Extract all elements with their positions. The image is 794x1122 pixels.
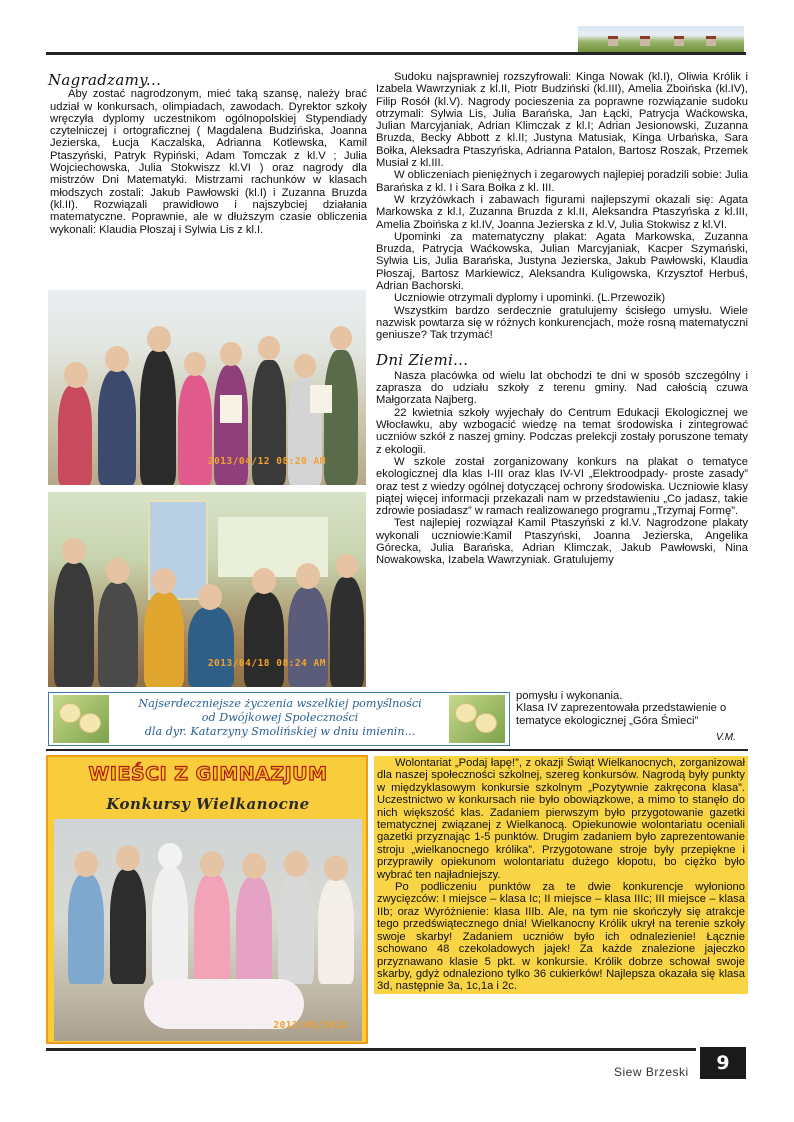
student-head [62, 538, 86, 564]
student-head [284, 851, 308, 877]
article-continuation [516, 690, 748, 727]
article-paragraph: Sudoku najsprawniej rozszyfrowali: Kinga Nowak (kl.I), Oliwia Królik i Izabela Wawrzyniak z kl.II, Piotr Budziński (kl.III), Amelia Zboińska (kl.IV), Filip Rosół (kl.V). Nagrody pocieszenia za poprawne rozwiązanie sudoku otrzymali: Sylwia Lis, Julia Barańska, Jan Łącki, Patrycja Waćkowska, Julian Marcyjaniak, Adrian Klimczak z kl.I; Adrian Jesionowski, Zuzanna Bruzda, Becky Abbott z kl.II; Justyna Matusiak, Kinga Urbańska, Sara Bołka, Aleksadra Ptaszyńska, Adrianna Patalon, Bartosz Roszak, Przemek Musiał z kl.III. [376, 71, 748, 170]
photo-date-stamp: 2013/03/2013 [273, 1020, 348, 1031]
right-article [376, 71, 748, 567]
section-rule [46, 749, 748, 751]
student-figure [68, 874, 104, 984]
student-head [258, 336, 280, 360]
article-line: pomysłu i wykonania. [516, 690, 623, 702]
student-head [252, 568, 276, 594]
rose-flowers-icon [53, 695, 109, 743]
gimnazjum-news-box [46, 755, 368, 1044]
house-shape [706, 39, 716, 46]
gimnazjum-article [374, 756, 748, 994]
rose-petal [475, 713, 497, 733]
student-figure [58, 385, 92, 485]
student-head [296, 563, 320, 589]
student-figure [140, 350, 176, 485]
article-heading: Dni Ziemi... [376, 350, 469, 369]
village-panorama-photo [578, 26, 744, 52]
footer-rule [46, 1048, 696, 1051]
article-paragraph: Nasza placówka od wielu lat obchodzi te dni w sposób szczególny i zaprasza do udziału szkoły z terenu gminy. Nad całością czuwa Małgorzata Najberg. [376, 369, 748, 407]
wishes-line: dla dyr. Katarzyny Smolińskiej w dniu imienin... [144, 725, 416, 738]
article-paragraph: W szkole został zorganizowany konkurs na plakat o tematyce ekologicznej dla klas I-III oraz klas IV-VI „Elektroodpady- proste zasady” oraz test z wiedzy ogólnej dotyczącej ochrony środowiska. Uczniowie klasy piątej więcej informacji przekazali nam w przedstawieniu „Co jadasz, takie zdrowie posiadasz” w ramach realizowanego programu „Trzymaj Formę”. [376, 455, 748, 518]
rose-petal [455, 703, 477, 723]
students-with-diplomas-photo [48, 290, 366, 485]
student-head [294, 354, 316, 378]
student-figure [330, 577, 364, 687]
header-rule [46, 52, 746, 55]
student-head [242, 853, 266, 879]
rose-flowers-icon [449, 695, 505, 743]
student-figure [178, 375, 212, 485]
article-paragraph: 22 kwietnia szkoły wyjechały do Centrum Edukacji Ekologicznej we Włocławku, aby wzbogacić wiedzę na temat środowiska i zintegrować uczniów szkół z naszej gminy. Podczas prelekcji zostały poruszone tematy z ekologii. [376, 406, 748, 456]
student-head [64, 362, 88, 388]
section-subtitle: Konkursy Wielkanocne [106, 795, 310, 813]
page-number: 9 [700, 1047, 746, 1079]
student-figure [152, 867, 188, 985]
student-figure [288, 587, 328, 687]
article-paragraph: Test najlepiej rozwiązał Kamil Ptaszyński z kl.V. Nagrodzone plakaty wykonali uczniowie:Kamil Ptaszyński, Joanna Jezierska, Angelika Górecka, Julia Barańska, Adrian Klimczak, Jakub Pawłowski, Nina Nowakowska, Izabela Wawrzyniak. Gratulujemy [376, 517, 748, 567]
house-shape [608, 39, 618, 46]
student-figure [144, 592, 184, 687]
student-figure [244, 592, 284, 687]
house-shape [640, 39, 650, 46]
section-title: WIEŚCI Z GIMNAZJUM [88, 763, 328, 785]
student-figure [98, 370, 136, 485]
student-head [200, 851, 224, 877]
student-head [74, 851, 98, 877]
rose-petal [79, 713, 101, 733]
article-line: Klasa IV zaprezentowała przedstawienie o tematyce ekologicznej „Góra Śmieci” [516, 702, 727, 727]
article-heading: Nagradzamy... [48, 71, 162, 89]
student-figure [278, 874, 314, 984]
student-head [158, 843, 182, 869]
student-head [105, 346, 129, 372]
wishes-line: Najserdeczniejsze życzenia wszelkiej pomyślności [138, 697, 422, 710]
student-figure [188, 607, 234, 687]
student-figure [98, 582, 138, 687]
student-figure [110, 869, 146, 984]
student-figure [194, 874, 230, 984]
student-head [152, 568, 176, 594]
diploma-shape [220, 395, 242, 423]
name-day-wishes-box [48, 692, 510, 746]
publication-name: Siew Brzeski [614, 1065, 689, 1079]
diploma-shape [310, 385, 332, 413]
article-paragraph: Aby zostać nagrodzonym, mieć taką szansę, należy brać udział w konkursach, olimpiadach, zawodach. Dyrektor szkoły wręczyła dyplomy uczestnikom ogólnopolskiej Stypendiady czytelniczej i ortograficznej ( Magdalena Budzińska, Joanna Jezierska, Łucja Kaczalska, Adrianna Kotlewska, Kamil Ptaszyński, Patryk Rypiński, Adam Tomczak z kl.V ; Julia Wojciechowska, Julia Stokwiszz kl.VI ) oraz nagrody dla mistrzów Dni Matematyki. Mistrzami rachunków w klasach młodszych zostali: Jakub Pawłowski (kl.I) i Zuzanna Bruzda (kl.II). Rozwiązali prawidłowo i najszybciej działania matematyczne. Poprawnie, ale w dłuższym czasie obliczenia wykonali: Klaudia Płoszaj i Sylwia Lis z kl.I. [50, 88, 367, 236]
student-figure [236, 877, 272, 985]
article-paragraph: Wolontariat „Podaj łapę!”, z okazji Świąt Wielkanocnych, zorganizował dla naszej społeczności szkolnej, szereg konkursów. Nagrodą były punkty w międzyklasowym konkursie szkolnym „Pozytywnie zakręcona klasa”. Uczestnictwo w konkursach nie było obowiązkowe, a mimo to stanęło do nich większość klas. Zadaniem pierwszym było przygotowanie gazetki tematycznej związanej z Wielkanocą. Opiekunowie wolontariatu oceniali gazetki przyznając 1-5 punktów. Drugim zadaniem było zaprezentowanie stroju „wielkanocnego królika”. Przygotowane stroje były przepiękne i przyprawiły opiekunom wolontariatu dużego kłopotu, bo ciężko było wybrać ten najładniejszy. [377, 757, 745, 881]
student-head [116, 845, 140, 871]
author-signature: V.M. [716, 732, 736, 743]
earth-day-students-photo [48, 492, 366, 687]
article-paragraph: W obliczeniach pieniężnych i zegarowych najlepiej poradzili sobie: Julia Barańska z kl. I i Sara Bołka z kl. III. [376, 169, 748, 194]
article-paragraph: Uczniowie otrzymali dyplomy i upominki. (L.Przewozik) [394, 292, 666, 305]
student-head [147, 326, 171, 352]
house-shape [674, 39, 684, 46]
student-figure [214, 365, 248, 485]
photo-date-stamp: 2013/04/12 08:20 AM [207, 456, 326, 467]
student-head [220, 342, 242, 366]
student-head [330, 326, 352, 350]
student-figure [54, 562, 94, 687]
wishes-text [119, 697, 441, 739]
student-figure [324, 350, 358, 485]
article-paragraph: Upominki za matematyczny plakat: Agata Markowska, Zuzanna Bruzda, Patrycja Waćkowska, Julian Marcyjaniak, Kacper Szymański, Sylwia Lis, Julia Barańska, Justyna Jezierska, Jakub Pawłowski, Klaudia Płoszaj, Bartosz Markiewicz, Aleksandra Kuligowska, Krzysztof Herbuś, Adrian Bachorski. [376, 230, 748, 293]
student-head [324, 855, 348, 881]
article-paragraph: Po podliczeniu punktów za te dwie konkurencje wyłoniono zwycięzców: I miejsce – klasa Ic; II miejsce – klasa IIIc; III miejsce – klasa IIb; oraz Wyróżnienie: klasa IIIb. Ale, na tym nie skończyły się atrakcje tego przedświątecznego dnia! Wielkanocny Królik ukrył na terenie szkoły swoje skarby! Zadaniem uczniów było ich odnalezienie! Łącznie schowano 48 czekoladowych jajek! Za każde znalezione jajeczko przyznawano klasie 5 pkt. w konkursie. Królik dobrze schował swoje skarby, gdyż odnaleziono tylko 36 cukierków! Najlepsza okazała się klasa 3d, następnie 3a, 1c,1a i 2c. [377, 881, 745, 993]
student-head [336, 554, 358, 578]
wishes-line: od Dwójkowej Społeczności [201, 711, 359, 724]
photo-date-stamp: 2013/04/18 08:24 AM [207, 658, 326, 669]
article-paragraph: Wszystkim bardzo serdecznie gratulujemy ścisłego umysłu. Wiele nazwisk powtarza się w różnych konkurencjach, może rosną matematyczni geniusze? Tak trzymać! [376, 304, 748, 342]
left-article [48, 71, 367, 236]
student-head [184, 352, 206, 376]
article-paragraph: W krzyżówkach i zabawach figurami najlepszymi okazali się: Agata Markowska z kl.I, Zuzanna Bruzda z kl.II, Aleksandra Ptaszyńska z kl.III, Amelia Zboińska z kl.IV, Joanna Jezierska z kl.V, Julia Stokwisz z kl.VI. [376, 193, 748, 231]
student-head [106, 558, 130, 584]
rose-petal [59, 703, 81, 723]
student-figure [318, 879, 354, 984]
easter-costume-contest-photo [54, 819, 362, 1041]
student-head [198, 584, 222, 610]
